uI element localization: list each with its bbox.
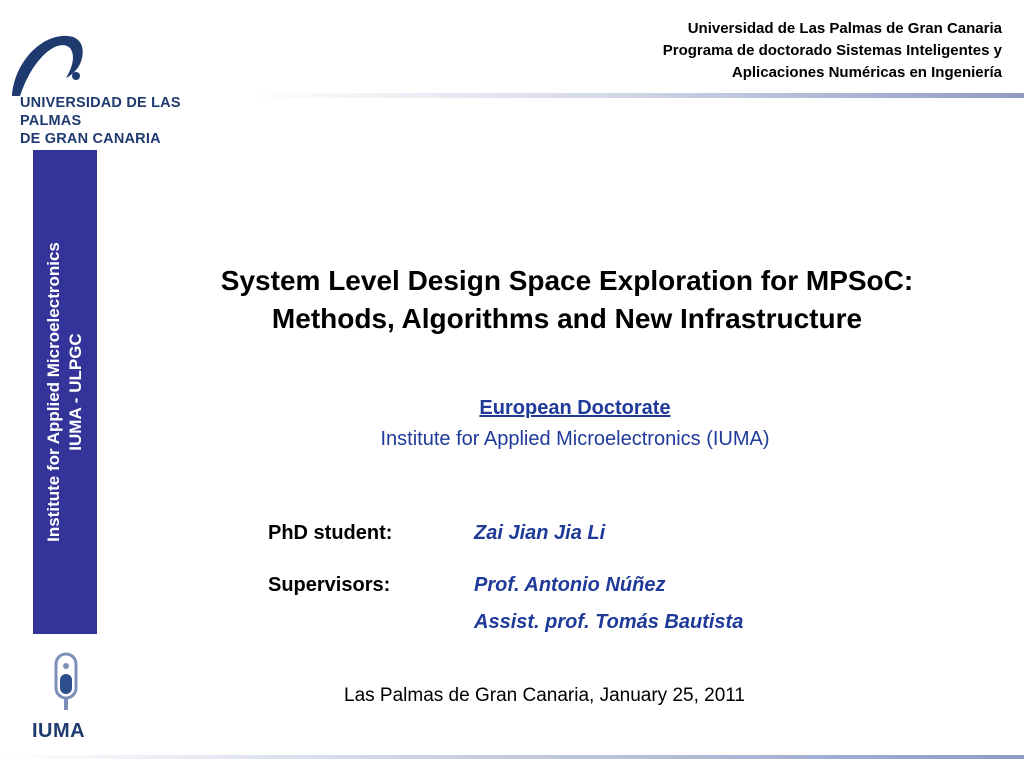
header-line-3: Aplicaciones Numéricas en Ingeniería [731, 64, 1002, 81]
iuma-emblem-icon [30, 652, 102, 718]
iuma-logo [30, 652, 102, 748]
title-line-2: Methods, Algorithms and New Infrastructure [271, 303, 863, 334]
logo-line-1: UNIVERSIDAD DE LAS PALMAS [20, 95, 181, 129]
institute-sidebar [33, 150, 97, 634]
presentation-date: Las Palmas de Gran Canaria, January 25, 2011 [344, 685, 745, 706]
sidebar-line-2: IUMA - ULPGC [66, 333, 85, 451]
iuma-logo-text: IUMA [32, 720, 86, 742]
student-label: PhD student: [268, 522, 393, 544]
sidebar-line-1: Institute for Applied Microelectronics [44, 242, 63, 542]
institute-subtitle: Institute for Applied Microelectronics (IUMA) [380, 428, 770, 450]
footer-divider [0, 755, 1024, 759]
ulpgc-logo [6, 30, 236, 147]
university-header [482, 18, 1002, 84]
student-name: Zai Jian Jia Li [474, 522, 606, 544]
header-divider [250, 93, 1024, 98]
european-doctorate-link[interactable]: European Doctorate [479, 397, 671, 419]
supervisor-1: Prof. Antonio Núñez [474, 574, 666, 596]
presentation-title [120, 262, 1014, 338]
sidebar-text [43, 242, 87, 542]
supervisors-label: Supervisors: [268, 574, 391, 596]
header-line-2: Programa de doctorado Sistemas Inteligentes y [662, 42, 1002, 59]
logo-line-2: DE GRAN CANARIA [20, 131, 161, 147]
title-line-1: System Level Design Space Exploration for MPSoC: [220, 265, 914, 296]
supervisor-2: Assist. prof. Tomás Bautista [474, 611, 744, 633]
ulpgc-swoosh-icon [6, 30, 96, 100]
header-line-1: Universidad de Las Palmas de Gran Canaria [687, 20, 1002, 37]
